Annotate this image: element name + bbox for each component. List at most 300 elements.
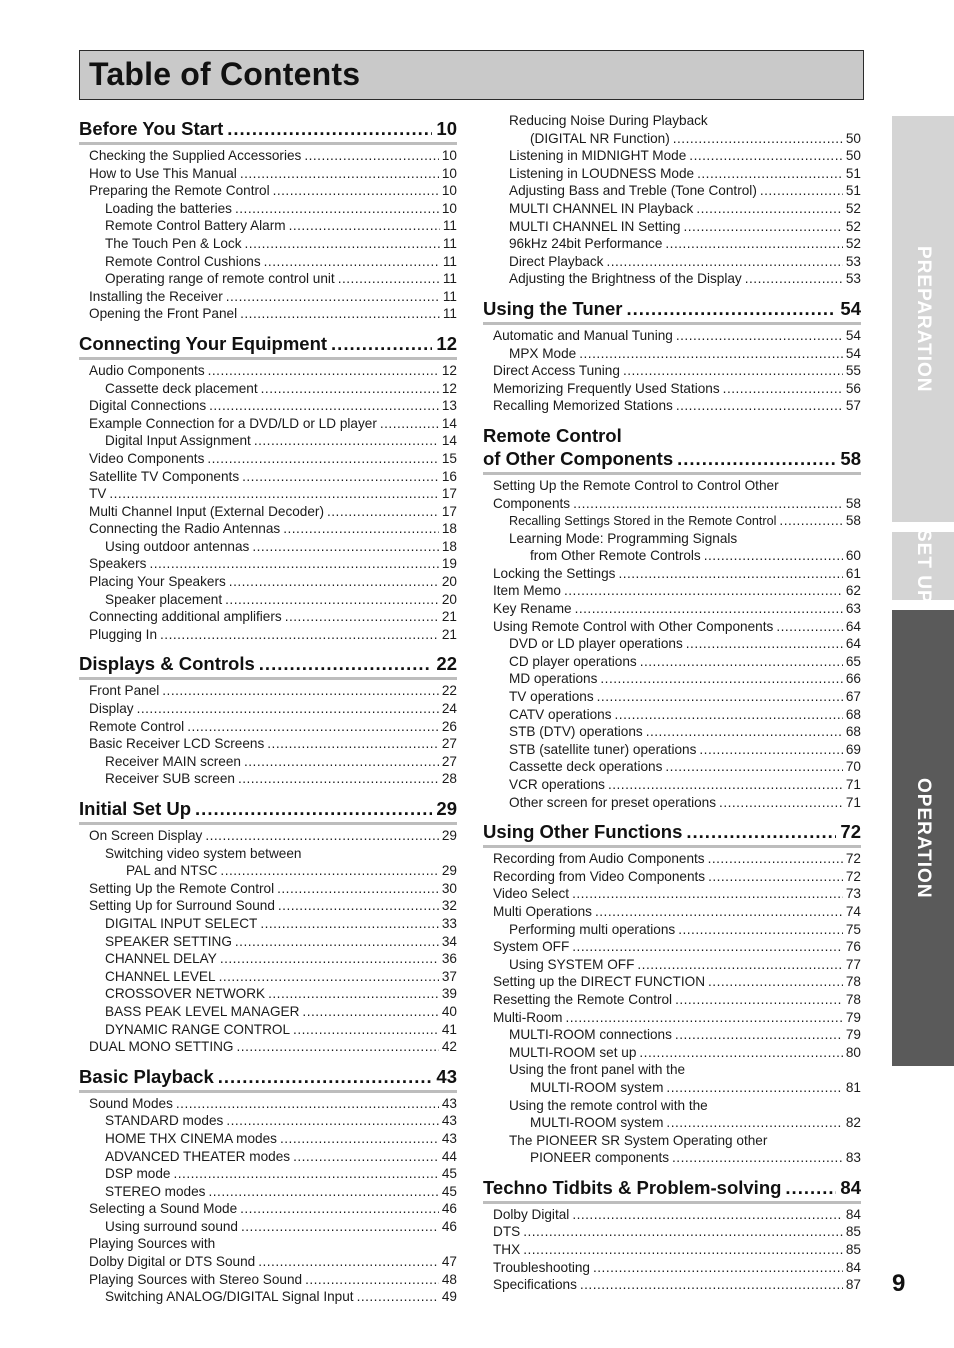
toc-entry-label: CHANNEL LEVEL (105, 968, 216, 984)
toc-entry-page: 72 (845, 851, 861, 867)
toc-entry-label: Learning Mode: Programming Signals (509, 530, 738, 546)
toc-entry[interactable] (79, 147, 457, 165)
toc-section (79, 1066, 457, 1306)
dot-leader (779, 512, 842, 530)
toc-entry[interactable] (79, 915, 457, 933)
section-heading[interactable] (79, 1066, 457, 1088)
toc-entry[interactable] (483, 327, 861, 345)
toc-entry[interactable] (483, 1061, 861, 1079)
toc-entry[interactable] (483, 921, 861, 939)
dot-leader (283, 520, 439, 538)
toc-entry[interactable] (79, 1218, 457, 1236)
dot-leader (615, 706, 843, 724)
toc-entry-label: Satellite TV Components (89, 468, 240, 484)
toc-entry-label: STANDARD modes (105, 1113, 224, 1129)
tab-operation[interactable] (892, 610, 954, 1066)
toc-entry-page: 18 (441, 538, 457, 554)
toc-entry[interactable] (483, 345, 861, 363)
toc-entry-page: 62 (845, 583, 861, 599)
toc-entry[interactable] (79, 862, 457, 880)
dot-leader (523, 1223, 843, 1241)
toc-entry-label: Plugging In (89, 626, 158, 642)
toc-entry[interactable] (79, 415, 457, 433)
toc-entry[interactable] (79, 165, 457, 183)
toc-entry[interactable] (79, 432, 457, 450)
dot-leader (523, 1241, 843, 1259)
toc-entry[interactable] (483, 938, 861, 956)
dot-leader (564, 582, 843, 600)
toc-entry-page: 21 (441, 609, 457, 625)
toc-entry-label: Recording from Video Components (493, 868, 706, 884)
dot-leader (302, 1003, 438, 1021)
toc-entry[interactable] (483, 1149, 861, 1167)
section-title: Using Other Functions (483, 821, 683, 843)
toc-entry[interactable] (483, 758, 861, 776)
toc-entry[interactable] (483, 477, 861, 495)
toc-entry-label: BASS PEAK LEVEL MANAGER (105, 1003, 300, 1019)
dot-leader (689, 147, 843, 165)
toc-entry-page: 43 (441, 1113, 457, 1129)
toc-entry[interactable] (79, 217, 457, 235)
toc-entry-label: DVD or LD player operations (509, 636, 683, 652)
toc-entry[interactable] (483, 688, 861, 706)
toc-entry-label: Item Memo (493, 583, 561, 599)
toc-entry-page: 12 (441, 380, 457, 396)
dot-leader (267, 735, 439, 753)
dot-leader (242, 468, 439, 486)
toc-entry-page: 72 (845, 868, 861, 884)
toc-entry[interactable] (483, 1276, 861, 1294)
toc-entry[interactable] (79, 200, 457, 218)
toc-entry[interactable] (79, 718, 457, 736)
toc-entry[interactable] (79, 450, 457, 468)
dot-leader (760, 182, 843, 200)
toc-entry-label: Placing Your Speakers (89, 574, 226, 590)
toc-entry[interactable] (483, 850, 861, 868)
toc-entry-label: Cassette deck placement (105, 380, 258, 396)
toc-entry[interactable] (483, 235, 861, 253)
toc-entry-label: Playing Sources with Stereo Sound (89, 1271, 303, 1287)
toc-entry[interactable] (483, 1009, 861, 1027)
toc-entry[interactable] (483, 1223, 861, 1241)
toc-entry-label: Setting up the DIRECT FUNCTION (493, 974, 706, 990)
section-heading[interactable] (79, 798, 457, 820)
dot-leader (254, 432, 439, 450)
toc-entry-label: STB (DTV) operations (509, 724, 643, 740)
toc-entry[interactable] (79, 1095, 457, 1113)
toc-entry[interactable] (79, 362, 457, 380)
dot-leader (208, 1183, 438, 1201)
dot-leader (285, 608, 439, 626)
toc-section (79, 333, 457, 644)
toc-entry-label: DUAL MONO SETTING (89, 1039, 234, 1055)
toc-entry[interactable] (483, 1079, 861, 1097)
toc-entry[interactable] (483, 956, 861, 974)
toc-entry-label: Direct Access Tuning (493, 363, 620, 379)
dot-leader (235, 200, 439, 218)
toc-entry[interactable] (79, 1003, 457, 1021)
toc-entry[interactable] (79, 1148, 457, 1166)
toc-entry[interactable] (483, 653, 861, 671)
section-page: 72 (840, 821, 861, 843)
toc-entry[interactable] (79, 1112, 457, 1130)
toc-entry[interactable] (483, 776, 861, 794)
toc-entry[interactable] (79, 985, 457, 1003)
toc-entry[interactable] (79, 827, 457, 845)
toc-entry[interactable] (79, 845, 457, 863)
toc-entry-label: Automatic and Manual Tuning (493, 327, 673, 343)
toc-entry[interactable] (483, 1097, 861, 1115)
toc-section (483, 425, 861, 811)
toc-entry[interactable] (483, 200, 861, 218)
toc-entry-label: The Touch Pen & Lock (105, 235, 242, 251)
toc-section (79, 798, 457, 1056)
toc-entry[interactable] (79, 1253, 457, 1271)
toc-entry[interactable] (79, 897, 457, 915)
dot-leader (205, 827, 439, 845)
toc-entry-page: 63 (845, 601, 861, 617)
toc-entry-page: 44 (441, 1148, 457, 1164)
toc-entry-label: Adjusting Bass and Treble (Tone Control) (509, 183, 757, 199)
section-heading[interactable] (483, 1177, 861, 1199)
toc-entry[interactable] (483, 495, 861, 513)
dot-leader (209, 397, 439, 415)
toc-entry-page: 51 (845, 165, 861, 181)
toc-entry-label: STB (satellite tuner) operations (509, 741, 697, 757)
toc-entry-label: Using surround sound (105, 1218, 238, 1234)
toc-entry-page: 79 (845, 1027, 861, 1043)
toc-entry-label: Installing the Receiver (89, 288, 223, 304)
toc-entry[interactable] (483, 380, 861, 398)
toc-entry-page: 17 (441, 503, 457, 519)
toc-entry[interactable] (79, 1165, 457, 1183)
toc-entry[interactable] (79, 950, 457, 968)
dot-leader (187, 718, 439, 736)
toc-entry-label: from Other Remote Controls (530, 548, 701, 564)
toc-entry[interactable] (79, 503, 457, 521)
section-title: Using the Tuner (483, 297, 623, 319)
dot-leader (277, 880, 439, 898)
dot-leader (593, 1259, 843, 1277)
toc-entry-label: How to Use This Manual (89, 165, 237, 181)
toc-entry[interactable] (79, 1200, 457, 1218)
toc-entry-label: The PIONEER SR System Operating other (509, 1132, 768, 1148)
dot-leader (237, 1038, 439, 1056)
dot-leader (149, 555, 438, 573)
toc-entry-page: 52 (845, 200, 861, 216)
toc-entry[interactable] (483, 397, 861, 415)
toc-entry-page: 11 (442, 253, 457, 269)
toc-entry-label: (DIGITAL NR Function) (530, 130, 670, 146)
toc-entry-page: 47 (441, 1254, 457, 1270)
toc-entry[interactable] (483, 903, 861, 921)
toc-entry[interactable] (483, 741, 861, 759)
toc-entry[interactable] (79, 305, 457, 323)
dot-leader (273, 182, 439, 200)
toc-entry[interactable] (483, 547, 861, 565)
toc-entry[interactable] (79, 1130, 457, 1148)
toc-continuation (483, 112, 861, 288)
toc-entry-page: 78 (845, 974, 861, 990)
toc-entry[interactable] (79, 880, 457, 898)
toc-entry[interactable] (483, 973, 861, 991)
dot-leader (261, 380, 439, 398)
toc-entry-page: 54 (845, 327, 861, 343)
toc-entry-label: Multi-Room (493, 1009, 563, 1025)
dot-leader (686, 635, 843, 653)
toc-entry-label: Receiver SUB screen (105, 771, 235, 787)
toc-entry[interactable] (483, 635, 861, 653)
toc-entry[interactable] (483, 723, 861, 741)
toc-entry-page: 64 (845, 618, 861, 634)
toc-entry[interactable] (483, 670, 861, 688)
dot-leader (240, 1200, 439, 1218)
toc-entry[interactable] (79, 1183, 457, 1201)
dot-leader (673, 130, 843, 148)
dot-leader (572, 1206, 843, 1224)
dot-leader (327, 503, 439, 521)
toc-entry-page: 43 (441, 1095, 457, 1111)
toc-entry-page: 71 (845, 794, 861, 810)
toc-entry-label: VCR operations (509, 777, 605, 792)
toc-entry-page: 15 (441, 450, 457, 466)
toc-entry[interactable] (483, 182, 861, 200)
toc-entry-label: CHANNEL DELAY (105, 951, 217, 967)
section-rule (79, 1090, 457, 1093)
dot-leader (260, 915, 439, 933)
dot-leader (137, 700, 439, 718)
dot-leader (304, 147, 439, 165)
toc-entry-label: Switching video system between (105, 845, 302, 861)
toc-entry[interactable] (79, 270, 457, 288)
toc-entry[interactable] (483, 1259, 861, 1277)
toc-entry[interactable] (79, 626, 457, 644)
section-page: 58 (840, 447, 861, 469)
tab-preparation-label: PREPARATION (913, 245, 934, 393)
dot-leader (600, 670, 842, 688)
dot-leader (723, 380, 843, 398)
toc-entry[interactable] (483, 1241, 861, 1259)
dot-leader (244, 753, 439, 771)
section-heading[interactable] (483, 821, 861, 843)
toc-entry-label: Video Components (89, 450, 205, 466)
toc-entry[interactable] (483, 600, 861, 618)
toc-entry[interactable] (483, 1114, 861, 1132)
toc-entry-page: 70 (845, 759, 861, 775)
dot-leader (219, 968, 439, 986)
toc-entry-label: Dolby Digital (493, 1206, 570, 1222)
toc-entry-page: 77 (845, 956, 861, 972)
toc-entry-page: 50 (845, 148, 861, 164)
section-heading[interactable] (483, 298, 861, 320)
toc-entry-label: Switching ANALOG/DIGITAL Signal Input (105, 1289, 354, 1305)
dot-leader (719, 794, 843, 812)
toc-entry[interactable] (483, 112, 861, 130)
dot-leader (708, 850, 843, 868)
toc-entry-page: 18 (441, 521, 457, 537)
dot-leader (672, 1149, 843, 1167)
toc-entry-label: MD operations (509, 671, 598, 687)
toc-entry[interactable] (79, 520, 457, 538)
toc-entry-page: 34 (441, 933, 457, 949)
dot-leader (572, 938, 843, 956)
toc-entry-page: 67 (845, 689, 861, 705)
toc-entry-page: 10 (441, 200, 457, 216)
toc-entry-label: ADVANCED THEATER modes (105, 1148, 291, 1164)
toc-entry[interactable] (483, 1132, 861, 1150)
toc-entry-page: 11 (442, 235, 457, 251)
toc-entry[interactable] (483, 1206, 861, 1224)
toc-entry-page: 46 (441, 1201, 457, 1217)
section-heading[interactable] (79, 653, 457, 675)
toc-entry[interactable] (79, 380, 457, 398)
toc-entry[interactable] (79, 253, 457, 271)
toc-entry[interactable] (483, 618, 861, 636)
dot-leader (174, 1165, 439, 1183)
toc-entry[interactable] (79, 1038, 457, 1056)
toc-entry[interactable] (483, 868, 861, 886)
section-heading[interactable] (79, 118, 457, 140)
toc-entry[interactable] (79, 397, 457, 415)
toc-entry[interactable] (483, 270, 861, 288)
toc-entry-page: 51 (845, 183, 861, 199)
dot-leader (252, 538, 439, 556)
toc-entry[interactable] (79, 682, 457, 700)
toc-entry[interactable] (483, 165, 861, 183)
toc-entry[interactable] (79, 485, 457, 503)
toc-entry-label: Setting Up the Remote Control (89, 880, 275, 896)
toc-entry[interactable] (79, 182, 457, 200)
dot-leader (699, 741, 842, 759)
dot-leader (357, 1288, 439, 1306)
toc-entry-label: Reducing Noise During Playback (509, 113, 708, 128)
toc-entry-label: Operating range of remote control unit (105, 271, 335, 287)
toc-entry[interactable] (79, 608, 457, 626)
toc-entry[interactable] (79, 735, 457, 753)
toc-entry-page: 66 (845, 671, 861, 687)
toc-entry-label: Adjusting the Brightness of the Display (509, 271, 742, 287)
dot-leader (708, 868, 843, 886)
toc-entry[interactable] (79, 753, 457, 771)
toc-entry[interactable] (483, 147, 861, 165)
toc-entry[interactable] (483, 794, 861, 812)
toc-entry[interactable] (483, 1044, 861, 1062)
section-heading[interactable] (483, 425, 861, 470)
toc-entry[interactable] (79, 573, 457, 591)
dot-leader (207, 450, 439, 468)
toc-entry-label: MULTI-ROOM set up (509, 1044, 637, 1060)
toc-entry-label: Key Rename (493, 601, 572, 617)
dot-leader (226, 1112, 439, 1130)
dot-leader (646, 723, 843, 741)
toc-entry-label: Memorizing Frequently Used Stations (493, 380, 720, 396)
section-page: 54 (840, 297, 861, 319)
dot-leader (264, 253, 440, 271)
toc-entry[interactable] (79, 933, 457, 951)
section-page: 84 (840, 1176, 861, 1198)
section-heading[interactable] (79, 333, 457, 355)
dot-leader (380, 415, 439, 433)
toc-entry-page: 75 (845, 921, 861, 937)
toc-entry[interactable] (79, 591, 457, 609)
toc-entry-label: Checking the Supplied Accessories (89, 148, 302, 163)
dot-leader (289, 217, 440, 235)
toc-entry[interactable] (483, 218, 861, 236)
toc-entry-page: 53 (845, 271, 861, 287)
toc-entry[interactable] (79, 968, 457, 986)
toc-entry[interactable] (483, 582, 861, 600)
dot-leader (665, 235, 842, 253)
dot-leader (745, 270, 843, 288)
toc-entry-label: Troubleshooting (493, 1259, 590, 1275)
toc-entry-label: Using SYSTEM OFF (509, 956, 635, 972)
toc-entry[interactable] (79, 538, 457, 556)
toc-entry-page: 68 (845, 706, 861, 722)
toc-entry[interactable] (79, 288, 457, 306)
toc-entry-label: Dolby Digital or DTS Sound (89, 1254, 256, 1270)
toc-entry-page: 85 (845, 1224, 861, 1240)
toc-entry[interactable] (483, 253, 861, 271)
dot-leader (245, 235, 440, 253)
tab-preparation[interactable] (892, 116, 954, 522)
toc-entry-page: 26 (441, 718, 457, 734)
toc-entry-page: 60 (845, 548, 861, 564)
toc-entry-page: 43 (441, 1130, 457, 1146)
toc-entry[interactable] (483, 130, 861, 148)
section-rule (79, 142, 457, 145)
toc-entry-label: TV (89, 486, 107, 502)
dot-leader (575, 600, 843, 618)
toc-entry[interactable] (79, 770, 457, 788)
toc-entry[interactable] (483, 565, 861, 583)
toc-entry[interactable] (79, 700, 457, 718)
toc-entry[interactable] (79, 555, 457, 573)
toc-entry-page: 45 (441, 1183, 457, 1199)
toc-entry[interactable] (483, 991, 861, 1009)
toc-entry-label: Remote Control (89, 718, 185, 734)
toc-entry[interactable] (483, 530, 861, 548)
toc-entry-page: 54 (845, 345, 861, 361)
toc-section (483, 298, 861, 415)
toc-entry[interactable] (483, 512, 861, 530)
toc-entry[interactable] (79, 1021, 457, 1039)
toc-entry-label: MULTI-ROOM connections (509, 1027, 672, 1043)
toc-entry[interactable] (79, 1235, 457, 1253)
tab-setup-label: SET UP (913, 528, 934, 604)
toc-entry-label: SPEAKER SETTING (105, 933, 232, 949)
dot-leader (572, 885, 843, 903)
toc-entry-page: 17 (441, 486, 457, 502)
toc-entry-label: Locking the Settings (493, 565, 616, 581)
toc-entry[interactable] (79, 1288, 457, 1306)
toc-entry[interactable] (483, 706, 861, 724)
toc-entry[interactable] (483, 1026, 861, 1044)
tab-setup[interactable] (892, 528, 954, 604)
dot-leader (258, 1253, 439, 1271)
dot-leader (305, 1271, 439, 1289)
toc-entry[interactable] (483, 362, 861, 380)
title-banner (79, 50, 864, 100)
toc-entry-page: 79 (845, 1009, 861, 1025)
toc-entry-page: 21 (441, 626, 457, 642)
toc-entry-page: 48 (441, 1271, 457, 1287)
toc-entry-page: 81 (845, 1079, 861, 1095)
dot-leader (677, 448, 836, 470)
toc-entry[interactable] (79, 1271, 457, 1289)
toc-entry[interactable] (79, 468, 457, 486)
toc-entry[interactable] (483, 885, 861, 903)
toc-entry[interactable] (79, 235, 457, 253)
